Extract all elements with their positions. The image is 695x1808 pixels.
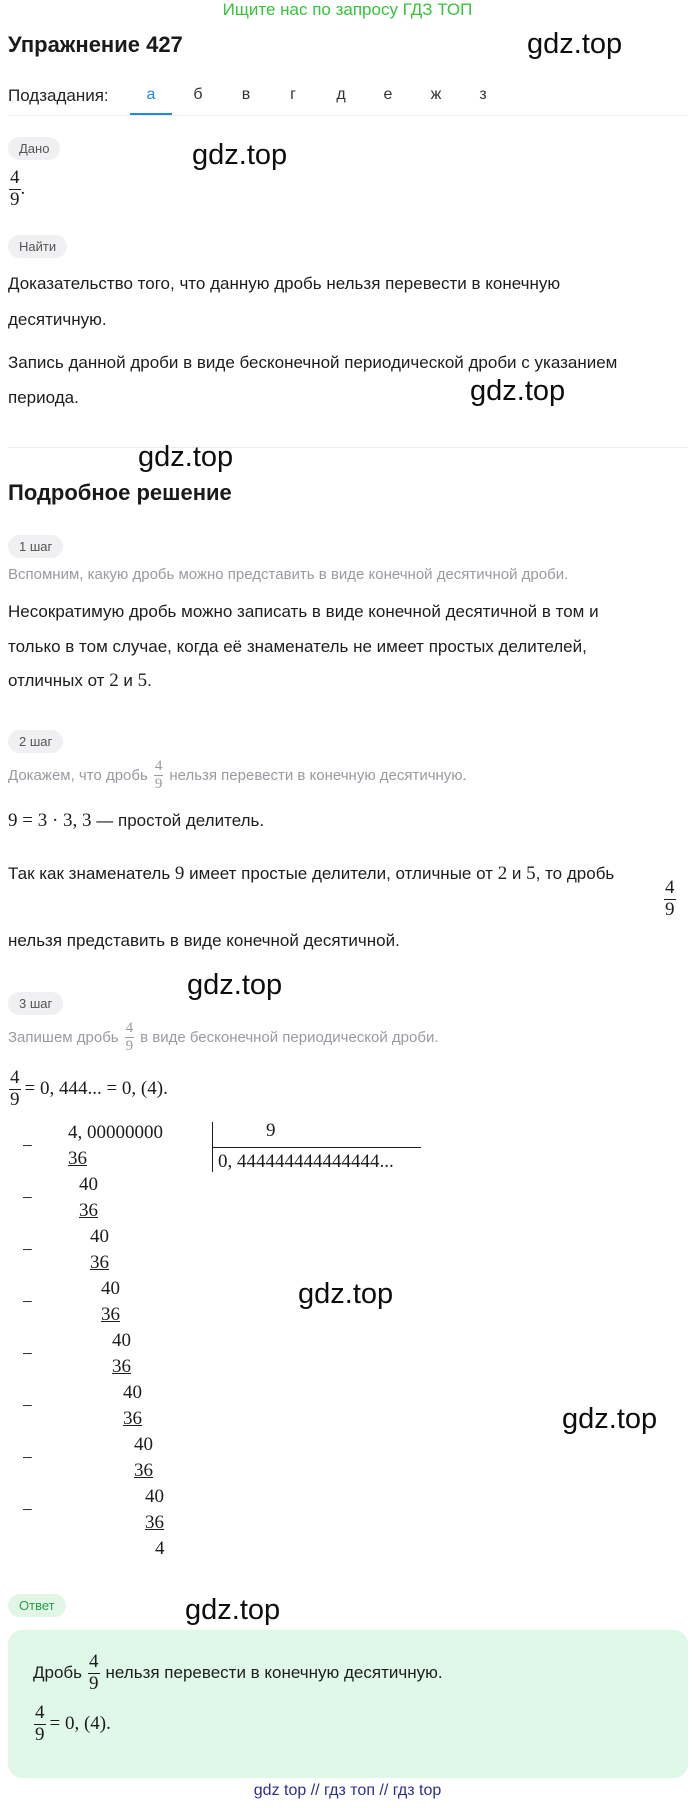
division-subtrahend: 36	[123, 1408, 142, 1429]
find-text-line: Запись данной дроби в виде бесконечной периодической дроби с указанием	[8, 353, 618, 372]
division-quotient: 0, 444444444444444...	[218, 1151, 394, 1172]
division-minus: −	[22, 1448, 33, 1469]
division-minus: −	[22, 1188, 33, 1209]
step-text-line: Несократимую дробь можно записать в виде конечной десятичной в том и	[8, 602, 599, 621]
step-badge: 2 шаг	[8, 730, 63, 753]
division-dividend: 4, 00000000	[68, 1122, 163, 1143]
text: имеет простые делители, отличные от	[184, 864, 498, 883]
answer-line	[33, 1652, 443, 1695]
division-minus: −	[22, 1396, 33, 1417]
watermark: gdz.top	[138, 441, 234, 473]
given-fraction	[9, 168, 25, 211]
text: , то дробь	[535, 864, 615, 883]
division-remainder: 40	[79, 1174, 98, 1195]
hint-text: нельзя перевести в конечную десятичную.	[169, 766, 467, 784]
solution-heading: Подробное решение	[8, 480, 232, 505]
step-text-line	[8, 663, 152, 699]
fraction-numerator: 4	[35, 1702, 45, 1723]
fraction-numerator: 4	[665, 877, 675, 898]
division-horizontal-line	[213, 1147, 421, 1148]
math-equation: 9 = 3 · 3, 3	[8, 810, 92, 831]
step-hint	[8, 1020, 439, 1054]
tabs-divider	[8, 115, 688, 116]
tab-a[interactable]: а	[146, 86, 156, 103]
division-remainder: 40	[112, 1330, 131, 1351]
division-remainder: 40	[101, 1278, 120, 1299]
division-subtrahend: 36	[101, 1304, 120, 1325]
division-subtrahend: 36	[90, 1252, 109, 1273]
hint-text: Докажем, что дробь	[8, 766, 148, 784]
tab-b[interactable]: б	[193, 86, 203, 103]
fraction-numerator: 4	[10, 1067, 20, 1088]
tab-z[interactable]: з	[479, 86, 487, 103]
math-number: 9	[174, 863, 185, 884]
fraction-denominator: 9	[125, 1037, 134, 1054]
watermark: gdz.top	[192, 139, 288, 171]
step-badge: 3 шаг	[8, 992, 63, 1015]
math-equation: = 0, (4).	[49, 1713, 111, 1735]
math-equation: = 0, 444... = 0, (4).	[24, 1078, 168, 1100]
step-fraction	[664, 878, 676, 921]
fraction-numerator: 4	[125, 1020, 134, 1036]
division-minus: −	[22, 1136, 33, 1157]
text: отличных от	[8, 671, 110, 690]
tab-d[interactable]: д	[336, 86, 346, 103]
division-subtrahend: 36	[68, 1148, 87, 1169]
watermark: gdz.top	[185, 1594, 281, 1626]
answer-text: нельзя перевести в конечную десятичную.	[105, 1663, 443, 1683]
text: и	[507, 864, 527, 883]
division-subtrahend: 36	[79, 1200, 98, 1221]
division-remainder: 40	[134, 1434, 153, 1455]
step-text-line: нельзя представить в виде конечной десятичной.	[8, 931, 400, 950]
step-equation	[9, 1068, 168, 1111]
fraction-numerator: 4	[154, 758, 163, 774]
tab-e[interactable]: е	[383, 86, 393, 103]
fraction-numerator: 4	[89, 1651, 99, 1672]
step-hint	[8, 758, 467, 792]
find-text-line: десятичную.	[8, 310, 107, 329]
section-divider	[8, 447, 688, 448]
text: и	[118, 671, 138, 690]
answer-text: Дробь	[33, 1663, 83, 1683]
find-badge: Найти	[8, 235, 67, 258]
step-text-line: только в том случае, когда её знаменатель не имеет простых делителей,	[8, 637, 587, 656]
hint-text: Запишем дробь	[8, 1028, 119, 1046]
division-minus: −	[22, 1292, 33, 1313]
fraction-denominator: 9	[665, 898, 675, 920]
division-divisor: 9	[266, 1120, 276, 1141]
given-suffix: .	[20, 177, 26, 199]
division-subtrahend: 36	[145, 1512, 164, 1533]
division-minus: −	[22, 1500, 33, 1521]
watermark: gdz.top	[187, 969, 283, 1001]
tab-g[interactable]: г	[290, 86, 296, 103]
division-remainder: 40	[90, 1226, 109, 1247]
find-text-line: периода.	[8, 388, 79, 407]
subtasks-label: Подзадания:	[8, 86, 109, 105]
division-subtrahend: 36	[112, 1356, 131, 1377]
page-title: Упражнение 427	[8, 32, 183, 57]
fraction-denominator: 9	[10, 1088, 20, 1110]
watermark: gdz.top	[470, 375, 566, 407]
hint-text: в виде бесконечной периодической дроби.	[140, 1028, 439, 1046]
division-minus: −	[22, 1240, 33, 1261]
step-hint: Вспомним, какую дробь можно представить в виде конечной десятичной дроби.	[8, 566, 569, 583]
division-last-remainder: 4	[155, 1538, 165, 1559]
step-equation	[8, 803, 264, 839]
search-banner[interactable]: Ищите нас по запросу ГДЗ ТОП	[222, 0, 473, 19]
given-badge: Дано	[8, 137, 60, 160]
math-number: 2	[497, 863, 508, 884]
division-subtrahend: 36	[134, 1460, 153, 1481]
answer-equation	[34, 1703, 111, 1746]
text: Так как знаменатель	[8, 864, 175, 883]
fraction-denominator: 9	[10, 188, 20, 210]
division-remainder: 40	[145, 1486, 164, 1507]
text: .	[147, 671, 152, 690]
math-number: 2	[109, 670, 119, 691]
watermark: gdz.top	[527, 28, 623, 60]
tab-zh[interactable]: ж	[430, 86, 442, 103]
fraction-denominator: 9	[154, 775, 163, 792]
active-tab-indicator	[130, 113, 172, 115]
math-number: 5	[526, 863, 536, 884]
tab-v[interactable]: в	[241, 86, 251, 103]
math-number: 5	[137, 670, 148, 691]
step-text-line	[8, 856, 614, 892]
answer-badge: Ответ	[8, 1594, 66, 1617]
watermark: gdz.top	[562, 1403, 658, 1435]
fraction-denominator: 9	[89, 1672, 99, 1694]
step-badge: 1 шаг	[8, 535, 63, 558]
footer-links[interactable]: gdz top // гдз топ // гдз top	[253, 1782, 442, 1799]
watermark: gdz.top	[298, 1278, 394, 1310]
division-remainder: 40	[123, 1382, 142, 1403]
fraction-denominator: 9	[35, 1723, 45, 1745]
fraction-numerator: 4	[10, 167, 20, 188]
division-minus: −	[22, 1344, 33, 1365]
text: — простой делитель.	[91, 811, 265, 830]
find-text-line: Доказательство того, что данную дробь нельзя перевести в конечную	[8, 274, 561, 293]
